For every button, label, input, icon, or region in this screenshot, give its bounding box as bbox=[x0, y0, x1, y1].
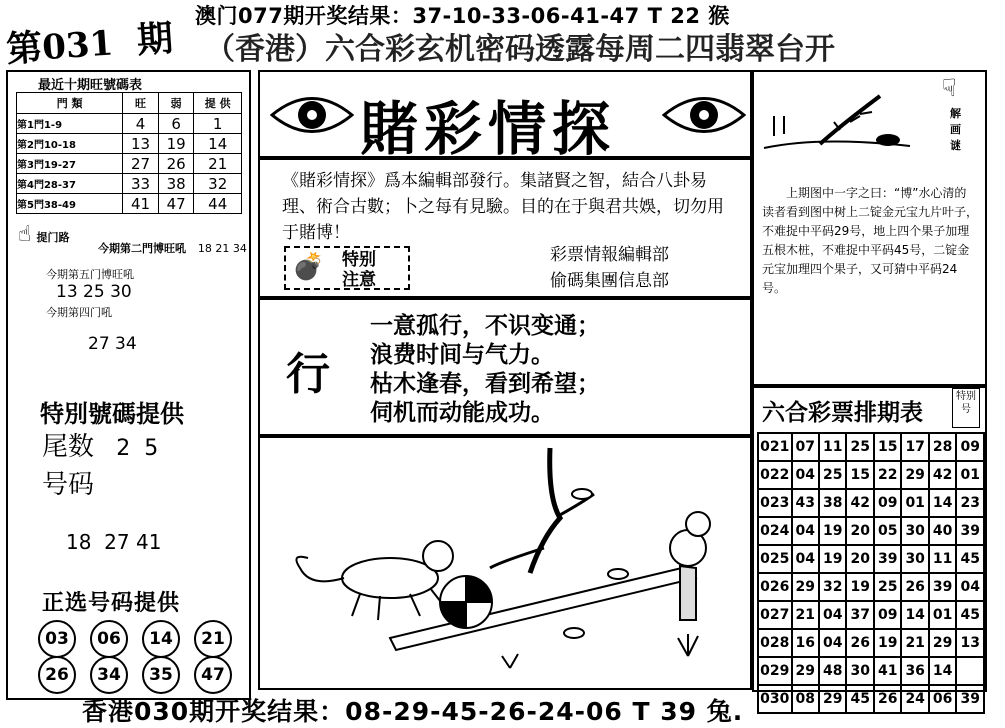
fifth-gate-nums: 13 25 30 bbox=[56, 282, 132, 302]
table-row bbox=[17, 194, 242, 214]
tail-nums: 2 5 bbox=[116, 436, 159, 461]
table-cell: 26 bbox=[158, 154, 194, 174]
pick-number: 21 bbox=[194, 620, 232, 658]
table-cell: 04 bbox=[819, 601, 846, 629]
issue-label: 第031 期 bbox=[4, 17, 175, 71]
table-cell: 023 bbox=[758, 489, 792, 517]
table-cell: 24 bbox=[901, 685, 928, 713]
table-cell: 022 bbox=[758, 461, 792, 489]
period-table-title: 六合彩票排期表 bbox=[762, 400, 923, 426]
number-nums: 18 27 41 bbox=[66, 530, 162, 554]
table-cell: 09 bbox=[956, 433, 984, 461]
table-cell: 37 bbox=[846, 601, 873, 629]
pick-number: 26 bbox=[38, 656, 76, 694]
puzzle-label: 解画谜 bbox=[950, 107, 961, 152]
table-cell: 13 bbox=[123, 134, 159, 154]
table-cell: 43 bbox=[792, 489, 819, 517]
table-cell: 47 bbox=[158, 194, 194, 214]
table-cell: 04 bbox=[792, 517, 819, 545]
recent-table-title: 最近十期旺號碼表 bbox=[38, 78, 143, 93]
table-cell: 01 bbox=[901, 489, 928, 517]
table-cell: 第3門19-27 bbox=[17, 154, 123, 174]
special-header: 特别号 bbox=[952, 388, 980, 428]
table-row bbox=[758, 601, 984, 629]
table-cell: 23 bbox=[956, 489, 984, 517]
table-cell: 021 bbox=[758, 433, 792, 461]
table-cell: 30 bbox=[901, 545, 928, 573]
table-cell: 20 bbox=[846, 517, 873, 545]
second-gate-label: 今期第二門博旺吼 bbox=[98, 242, 186, 255]
org-1: 彩票情報編輯部 bbox=[550, 245, 669, 265]
table-cell: 19 bbox=[158, 134, 194, 154]
table-cell: 39 bbox=[956, 685, 984, 713]
table-cell: 33 bbox=[123, 174, 159, 194]
table-row bbox=[758, 685, 984, 713]
table-cell: 024 bbox=[758, 517, 792, 545]
table-cell: 22 bbox=[874, 461, 901, 489]
tail-label: 尾数 bbox=[42, 432, 95, 462]
banner-title: 賭彩情探 bbox=[360, 95, 617, 163]
table-cell: 26 bbox=[901, 573, 928, 601]
table-cell: 32 bbox=[819, 573, 846, 601]
pick-number: 34 bbox=[90, 656, 128, 694]
table-cell: 45 bbox=[956, 545, 984, 573]
fourth-gate-label: 今期第四门吼 bbox=[46, 306, 112, 319]
table-row bbox=[758, 489, 984, 517]
table-header-cell: 弱 bbox=[158, 93, 194, 114]
table-cell: 026 bbox=[758, 573, 792, 601]
pick-number: 47 bbox=[194, 656, 232, 694]
table-row bbox=[758, 657, 984, 685]
table-header-cell: 門 類 bbox=[17, 93, 123, 114]
picks-row bbox=[38, 656, 246, 694]
table-cell: 028 bbox=[758, 629, 792, 657]
table-cell: 04 bbox=[819, 629, 846, 657]
table-cell: 45 bbox=[956, 601, 984, 629]
table-cell: 11 bbox=[929, 545, 956, 573]
tip-label: 提门路 bbox=[36, 231, 70, 244]
table-cell: 29 bbox=[929, 629, 956, 657]
table-cell: 13 bbox=[956, 629, 984, 657]
table-cell: 第1門1-9 bbox=[17, 114, 123, 134]
table-cell: 19 bbox=[819, 545, 846, 573]
pointing-hand-icon: ☝ bbox=[18, 222, 32, 247]
table-cell: 14 bbox=[901, 601, 928, 629]
table-row bbox=[758, 461, 984, 489]
table-cell: 01 bbox=[929, 601, 956, 629]
table-cell: 29 bbox=[792, 657, 819, 685]
table-cell: 20 bbox=[846, 545, 873, 573]
table-cell: 39 bbox=[956, 517, 984, 545]
table-cell: 04 bbox=[792, 545, 819, 573]
period-table-panel bbox=[752, 386, 987, 707]
title-banner bbox=[258, 70, 752, 163]
table-cell: 40 bbox=[929, 517, 956, 545]
table-cell: 06 bbox=[929, 685, 956, 713]
picks-row bbox=[38, 620, 246, 658]
table-cell: 025 bbox=[758, 545, 792, 573]
table-cell: 14 bbox=[194, 134, 242, 154]
table-row bbox=[758, 545, 984, 573]
table-cell: 19 bbox=[819, 517, 846, 545]
pointing-down-icon: ☟ bbox=[942, 74, 957, 102]
table-cell: 09 bbox=[874, 601, 901, 629]
fifth-gate-label: 今期第五门博旺吼 bbox=[46, 268, 134, 281]
table-row bbox=[758, 433, 984, 461]
table-cell: 25 bbox=[819, 461, 846, 489]
table-cell: 4 bbox=[123, 114, 159, 134]
table-cell: 01 bbox=[956, 461, 984, 489]
puzzle-explanation: 上期图中一字之曰：“博”水心清的读者看到图中树上二锭金元宝九片叶子，不难捉中平码29号，地上四个果子加理五根木桩，不难捉中平码45号，二锭金元宝加理四个果子，又可猜中平码24号。 bbox=[762, 186, 979, 295]
table-row bbox=[758, 517, 984, 545]
table-cell: 029 bbox=[758, 657, 792, 685]
puzzle-illustration bbox=[260, 438, 750, 688]
table-cell: 08 bbox=[792, 685, 819, 713]
table-cell: 44 bbox=[194, 194, 242, 214]
second-gate-nums: 18 21 34 bbox=[197, 242, 247, 255]
table-cell: 1 bbox=[194, 114, 242, 134]
poem-panel bbox=[258, 298, 752, 436]
fourth-gate-nums: 27 34 bbox=[88, 334, 137, 354]
poem-line: 浪费时间与气力。 bbox=[370, 342, 554, 368]
table-cell: 42 bbox=[929, 461, 956, 489]
table-header-cell: 旺 bbox=[123, 93, 159, 114]
intro-panel bbox=[258, 158, 752, 298]
table-cell: 第2門10-18 bbox=[17, 134, 123, 154]
pick-title: 正选号码提供 bbox=[42, 591, 181, 616]
table-cell: 6 bbox=[158, 114, 194, 134]
table-cell: 04 bbox=[792, 461, 819, 489]
poem-line: 一意孤行，不识变通； bbox=[370, 313, 600, 339]
table-cell: 030 bbox=[758, 685, 792, 713]
pick-number: 14 bbox=[142, 620, 180, 658]
table-row bbox=[758, 629, 984, 657]
intro-text: 《賭彩情探》爲本編輯部發行。集諸賢之智，結合八卦易理、術合古數；卜之每有見驗。目的在于與君共娛，切勿用于賭博！ bbox=[282, 171, 724, 243]
bomb-icon: 💣 bbox=[292, 252, 325, 282]
table-cell: 30 bbox=[846, 657, 873, 685]
table-cell: 41 bbox=[123, 194, 159, 214]
table-cell: 04 bbox=[956, 573, 984, 601]
table-cell: 45 bbox=[846, 685, 873, 713]
table-cell: 21 bbox=[194, 154, 242, 174]
special-title: 特別號碼提供 bbox=[40, 400, 184, 428]
pick-number: 03 bbox=[38, 620, 76, 658]
table-cell: 15 bbox=[846, 461, 873, 489]
left-column bbox=[6, 70, 251, 700]
table-cell bbox=[956, 657, 984, 685]
table-cell: 16 bbox=[792, 629, 819, 657]
table-cell: 19 bbox=[874, 629, 901, 657]
table-row bbox=[17, 114, 242, 134]
table-cell: 48 bbox=[819, 657, 846, 685]
table-cell: 41 bbox=[874, 657, 901, 685]
table-cell: 29 bbox=[901, 461, 928, 489]
poem-line: 枯木逢春，看到希望； bbox=[370, 371, 600, 397]
table-cell: 027 bbox=[758, 601, 792, 629]
table-cell: 05 bbox=[874, 517, 901, 545]
footer-result: 香港030期开奖结果：08-29-45-26-24-06 T 39 兔. bbox=[82, 697, 744, 726]
table-cell: 25 bbox=[846, 433, 873, 461]
notice-label: 特别注意 bbox=[342, 250, 376, 290]
table-cell: 42 bbox=[846, 489, 873, 517]
table-cell: 38 bbox=[819, 489, 846, 517]
table-cell: 29 bbox=[792, 573, 819, 601]
pick-number: 06 bbox=[90, 620, 128, 658]
table-row bbox=[17, 134, 242, 154]
table-cell: 17 bbox=[901, 433, 928, 461]
table-cell: 19 bbox=[846, 573, 873, 601]
table-header-cell: 提 供 bbox=[194, 93, 242, 114]
period-table bbox=[757, 432, 985, 714]
table-cell: 15 bbox=[874, 433, 901, 461]
issue-number: 031 bbox=[40, 23, 115, 69]
table-cell: 07 bbox=[792, 433, 819, 461]
table-cell: 21 bbox=[901, 629, 928, 657]
table-cell: 27 bbox=[123, 154, 159, 174]
table-row bbox=[17, 174, 242, 194]
table-cell: 39 bbox=[874, 545, 901, 573]
table-cell: 26 bbox=[874, 685, 901, 713]
table-cell: 29 bbox=[819, 685, 846, 713]
poem-line: 伺机而动能成功。 bbox=[370, 400, 554, 426]
table-cell: 11 bbox=[819, 433, 846, 461]
table-row bbox=[17, 154, 242, 174]
table-cell: 09 bbox=[874, 489, 901, 517]
right-puzzle-panel bbox=[752, 70, 987, 386]
table-cell: 21 bbox=[792, 601, 819, 629]
table-cell: 30 bbox=[901, 517, 928, 545]
slogan: （香港）六合彩玄机密码透露每周二四翡翠台开 bbox=[205, 32, 835, 67]
table-cell: 26 bbox=[846, 629, 873, 657]
riddle-illustration bbox=[760, 86, 920, 166]
recent-table bbox=[16, 92, 242, 214]
table-row bbox=[758, 573, 984, 601]
table-cell: 39 bbox=[929, 573, 956, 601]
eye-icon bbox=[270, 90, 354, 140]
org-2: 偷碼集團信息部 bbox=[550, 271, 669, 291]
illustration-panel bbox=[258, 436, 752, 690]
table-cell: 第5門38-49 bbox=[17, 194, 123, 214]
top-result: 澳门077期开奖结果：37-10-33-06-41-47 T 22 猴 bbox=[195, 4, 730, 28]
table-cell: 32 bbox=[194, 174, 242, 194]
table-cell: 14 bbox=[929, 489, 956, 517]
table-cell: 38 bbox=[158, 174, 194, 194]
table-cell: 25 bbox=[874, 573, 901, 601]
table-cell: 36 bbox=[901, 657, 928, 685]
table-cell: 14 bbox=[929, 657, 956, 685]
pick-number: 35 bbox=[142, 656, 180, 694]
poem-key: 行 bbox=[286, 349, 330, 400]
number-label: 号码 bbox=[42, 470, 95, 500]
table-cell: 第4門28-37 bbox=[17, 174, 123, 194]
eye-icon bbox=[662, 90, 746, 140]
table-cell: 28 bbox=[929, 433, 956, 461]
